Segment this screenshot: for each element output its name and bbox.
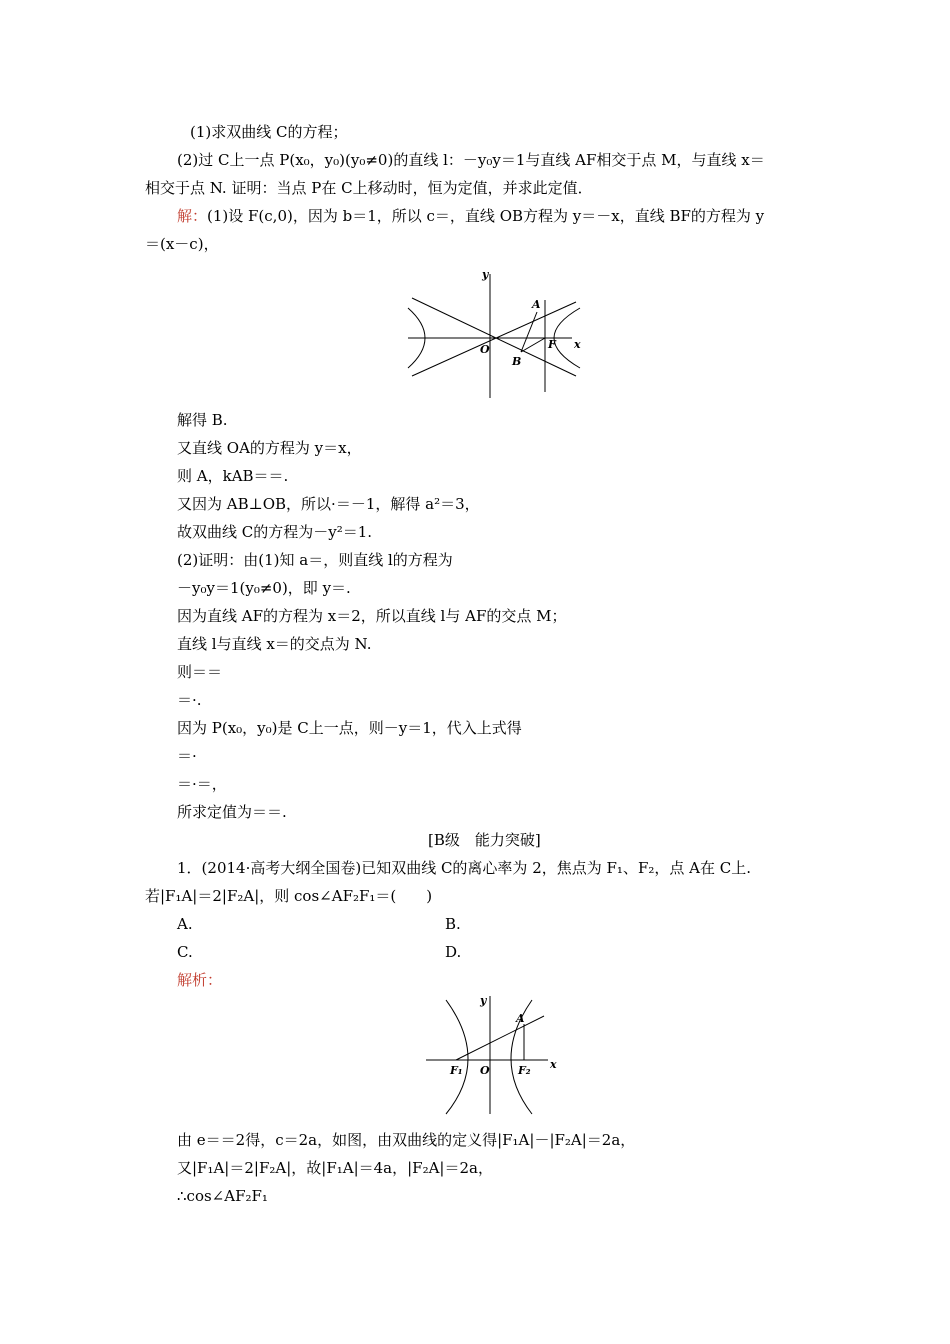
text-line-l22: 1．(2014·高考大纲全国卷)已知双曲线 C的离心率为 2，焦点为 F₁、F₂，点 A在 C上.	[177, 859, 751, 877]
left-branch	[446, 1000, 468, 1114]
solution-label: 解：	[177, 207, 208, 225]
text-line-l8: 则 A，kAB＝＝.	[177, 467, 289, 485]
text-line-l21: [B级 能力突破]	[428, 831, 541, 849]
text-line-l12: －y₀y＝1(y₀≠0)，即 y＝.	[177, 579, 351, 597]
label-x: x	[574, 338, 581, 351]
label-y: y	[480, 994, 487, 1007]
text-line-l6: 解得 B.	[177, 411, 228, 429]
text-line-l5: ＝(x－c)，	[145, 235, 219, 253]
text-line-l25b: D.	[445, 943, 462, 961]
text-line-l3: 相交于点 N. 证明：当点 P在 C上移动时，恒为定值，并求此定值．	[145, 179, 593, 197]
label-o: O	[480, 1064, 490, 1077]
text-line-l19: ＝·＝，	[177, 775, 227, 793]
text-line-l2: (2)过 C上一点 P(x₀，y₀)(y₀≠0)的直线 l：－y₀y＝1与直线 AF相交于点 M，与直线 x＝	[177, 151, 765, 169]
label-a: A	[516, 1012, 525, 1025]
line-f1-a	[456, 1016, 544, 1060]
analysis-label: 解析：	[177, 971, 223, 989]
text-line-l24b: B.	[445, 915, 461, 933]
text-line-l29: ∴cos∠AF₂F₁	[177, 1187, 268, 1205]
text-line-l11: (2)证明：由(1)知 a＝，则直线 l的方程为	[177, 551, 453, 569]
label-y: y	[482, 268, 489, 281]
text-line-l28: 又|F₁A|＝2|F₂A|，故|F₁A|＝4a，|F₂A|＝2a，	[177, 1159, 493, 1177]
label-b: B	[512, 355, 522, 368]
label-f2: F₂	[518, 1064, 531, 1077]
text-line-l27: 由 e＝＝2得，c＝2a，如图，由双曲线的定义得|F₁A|－|F₂A|＝2a，	[177, 1131, 636, 1149]
text-line-l7: 又直线 OA的方程为 y＝x，	[177, 439, 362, 457]
text-line-l9: 又因为 AB⊥OB，所以·＝－1，解得 a²＝3，	[177, 495, 480, 513]
segment-bf	[521, 338, 545, 352]
asymptote-1	[412, 298, 576, 376]
text-line-l25a: C.	[177, 943, 193, 961]
segment-ab	[521, 312, 537, 352]
text-line-l20: 所求定值为＝＝.	[177, 803, 287, 821]
label-o: O	[480, 343, 490, 356]
text-line-l4b: (1)设 F(c,0)，因为 b＝1，所以 c＝，直线 OB方程为 y＝－x，直线 BF的方程为 y	[207, 207, 765, 225]
label-x: x	[550, 1058, 557, 1071]
text-line-l23: 若|F₁A|＝2|F₂A|，则 cos∠AF₂F₁＝( )	[145, 887, 433, 905]
text-line-l24a: A.	[177, 915, 193, 933]
hyperbola-figure-1	[400, 264, 590, 400]
text-line-l17: 因为 P(x₀，y₀)是 C上一点，则－y＝1，代入上式得	[177, 719, 522, 737]
hyperbola-figure-2	[420, 990, 570, 1116]
label-f1: F₁	[450, 1064, 463, 1077]
text-line-l1: (1)求双曲线 C的方程；	[190, 123, 348, 141]
label-f: F	[548, 338, 556, 351]
text-line-l18: ＝·	[177, 747, 197, 765]
text-line-l14: 直线 l与直线 x＝的交点为 N.	[177, 635, 372, 653]
text-line-l15: 则＝＝	[177, 663, 223, 681]
label-a: A	[532, 298, 541, 311]
text-line-l13: 因为直线 AF的方程为 x＝2，所以直线 l与 AF的交点 M；	[177, 607, 567, 625]
text-line-l10: 故双曲线 C的方程为－y²＝1.	[177, 523, 373, 541]
text-line-l16: ＝·.	[177, 691, 202, 709]
